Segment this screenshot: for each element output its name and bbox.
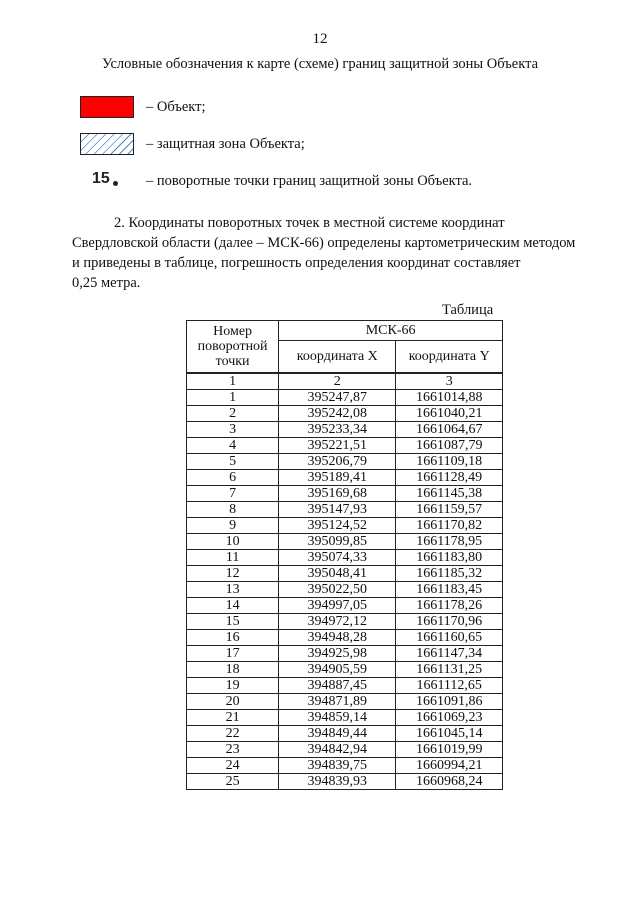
point-number-cell: 10 [187, 533, 279, 549]
coordinate-x-cell: 394887,45 [279, 677, 396, 693]
coordinate-y-cell: 1661178,26 [396, 597, 503, 613]
coordinate-x-cell: 394849,44 [279, 725, 396, 741]
table-row [187, 389, 503, 405]
column-number-cell: 1 [187, 373, 279, 390]
point-number-cell: 1 [187, 389, 279, 405]
coordinate-x-cell: 394925,98 [279, 645, 396, 661]
table-row [187, 421, 503, 437]
column-number-cell: 3 [396, 373, 503, 390]
coordinate-y-cell: 1661185,32 [396, 565, 503, 581]
coordinate-x-cell: 395169,68 [279, 485, 396, 501]
paragraph-line-3: и приведены в таблице, погрешность определения координат составляет [72, 255, 521, 271]
coordinate-y-cell: 1661160,65 [396, 629, 503, 645]
point-number-cell: 13 [187, 581, 279, 597]
point-number-cell: 17 [187, 645, 279, 661]
coordinate-x-cell: 395074,33 [279, 549, 396, 565]
point-number-cell: 25 [187, 773, 279, 789]
table-row [187, 533, 503, 549]
point-number-cell: 19 [187, 677, 279, 693]
header-coordinate-y: координата Y [396, 341, 503, 373]
point-number-cell: 3 [187, 421, 279, 437]
coordinate-y-cell: 1661087,79 [396, 437, 503, 453]
point-number-cell: 7 [187, 485, 279, 501]
table-row [187, 565, 503, 581]
point-number-cell: 24 [187, 757, 279, 773]
table-row [187, 661, 503, 677]
coordinate-y-cell: 1661183,45 [396, 581, 503, 597]
point-number-cell: 2 [187, 405, 279, 421]
coordinate-y-cell: 1661091,86 [396, 693, 503, 709]
table-row [187, 597, 503, 613]
coordinate-x-cell: 395124,52 [279, 517, 396, 533]
legend-title: Условные обозначения к карте (схеме) границ защитной зоны Объекта [101, 56, 539, 72]
table-row [187, 485, 503, 501]
header-coordinate-x: координата X [279, 341, 396, 373]
point-number-cell: 5 [187, 453, 279, 469]
table-row [187, 549, 503, 565]
coordinate-y-cell: 1661147,34 [396, 645, 503, 661]
point-number-cell: 8 [187, 501, 279, 517]
coordinate-x-cell: 394842,94 [279, 741, 396, 757]
coordinate-y-cell: 1661145,38 [396, 485, 503, 501]
point-marker-number: 15 [92, 170, 110, 187]
page-number: 12 [312, 31, 328, 47]
point-number-cell: 11 [187, 549, 279, 565]
table-row [187, 629, 503, 645]
coordinate-x-cell: 395247,87 [279, 389, 396, 405]
paragraph-line-2: Свердловской области (далее – МСК-66) определены картометрическим методом [72, 235, 576, 251]
coordinate-y-cell: 1661019,99 [396, 741, 503, 757]
coordinate-y-cell: 1661178,95 [396, 533, 503, 549]
point-number-cell: 12 [187, 565, 279, 581]
coordinate-x-cell: 394859,14 [279, 709, 396, 725]
coordinate-x-cell: 395147,93 [279, 501, 396, 517]
coordinate-x-cell: 395242,08 [279, 405, 396, 421]
table-row [187, 405, 503, 421]
coordinate-x-cell: 394948,28 [279, 629, 396, 645]
coordinate-y-cell: 1661183,80 [396, 549, 503, 565]
point-dot-icon [113, 181, 118, 186]
coordinates-table-body [187, 373, 503, 790]
coordinate-y-cell: 1661170,82 [396, 517, 503, 533]
coordinate-x-cell: 395189,41 [279, 469, 396, 485]
legend-label-protective-zone: – защитная зона Объекта; [146, 136, 305, 152]
turning-point-marker [92, 170, 118, 188]
coordinate-x-cell: 394905,59 [279, 661, 396, 677]
coordinate-y-cell: 1661131,25 [396, 661, 503, 677]
coordinate-x-cell: 395221,51 [279, 437, 396, 453]
header-msk66: МСК-66 [279, 321, 503, 341]
protective-zone-hatch-swatch [80, 133, 134, 155]
coordinate-x-cell: 395099,85 [279, 533, 396, 549]
coordinate-y-cell: 1660994,21 [396, 757, 503, 773]
coordinate-y-cell: 1661109,18 [396, 453, 503, 469]
table-row [187, 613, 503, 629]
paragraph-line-4: 0,25 метра. [72, 275, 141, 291]
table-row [187, 677, 503, 693]
table-row [187, 517, 503, 533]
coordinate-y-cell: 1661128,49 [396, 469, 503, 485]
table-row [187, 581, 503, 597]
legend-label-turning-points: – поворотные точки границ защитной зоны Объекта. [146, 173, 473, 189]
point-number-cell: 18 [187, 661, 279, 677]
point-number-cell: 22 [187, 725, 279, 741]
table-row [187, 709, 503, 725]
table-row [187, 645, 503, 661]
coordinate-y-cell: 1661040,21 [396, 405, 503, 421]
coordinate-y-cell: 1661170,96 [396, 613, 503, 629]
point-number-cell: 14 [187, 597, 279, 613]
point-number-cell: 21 [187, 709, 279, 725]
point-number-cell: 20 [187, 693, 279, 709]
coordinate-y-cell: 1661159,57 [396, 501, 503, 517]
point-number-cell: 15 [187, 613, 279, 629]
table-row [187, 437, 503, 453]
coordinate-x-cell: 395022,50 [279, 581, 396, 597]
coordinates-table [186, 320, 503, 790]
coordinate-y-cell: 1661064,67 [396, 421, 503, 437]
table-caption: Таблица [442, 302, 494, 318]
coordinate-y-cell: 1661069,23 [396, 709, 503, 725]
header-point-number: Номер поворотной точки [187, 321, 279, 373]
object-red-swatch [80, 96, 134, 118]
legend-label-object: – Объект; [146, 99, 206, 115]
point-number-cell: 16 [187, 629, 279, 645]
coordinate-x-cell: 394871,89 [279, 693, 396, 709]
coordinate-x-cell: 395206,79 [279, 453, 396, 469]
paragraph-line-1: 2. Координаты поворотных точек в местной системе координат [114, 215, 505, 231]
column-number-row [187, 373, 503, 390]
point-number-cell: 23 [187, 741, 279, 757]
table-row [187, 501, 503, 517]
coordinate-x-cell: 394839,93 [279, 773, 396, 789]
point-number-cell: 9 [187, 517, 279, 533]
coordinate-x-cell: 394972,12 [279, 613, 396, 629]
table-row [187, 757, 503, 773]
coordinate-x-cell: 395233,34 [279, 421, 396, 437]
table-row [187, 693, 503, 709]
coordinate-y-cell: 1661112,65 [396, 677, 503, 693]
table-row [187, 469, 503, 485]
coordinate-x-cell: 394839,75 [279, 757, 396, 773]
coordinate-y-cell: 1660968,24 [396, 773, 503, 789]
table-row [187, 725, 503, 741]
point-number-cell: 6 [187, 469, 279, 485]
coordinate-x-cell: 394997,05 [279, 597, 396, 613]
point-number-cell: 4 [187, 437, 279, 453]
coordinates-paragraph [72, 213, 616, 293]
coordinate-x-cell: 395048,41 [279, 565, 396, 581]
table-row [187, 773, 503, 789]
column-number-cell: 2 [279, 373, 396, 390]
table-row [187, 741, 503, 757]
table-row [187, 453, 503, 469]
coordinate-y-cell: 1661014,88 [396, 389, 503, 405]
coordinate-y-cell: 1661045,14 [396, 725, 503, 741]
